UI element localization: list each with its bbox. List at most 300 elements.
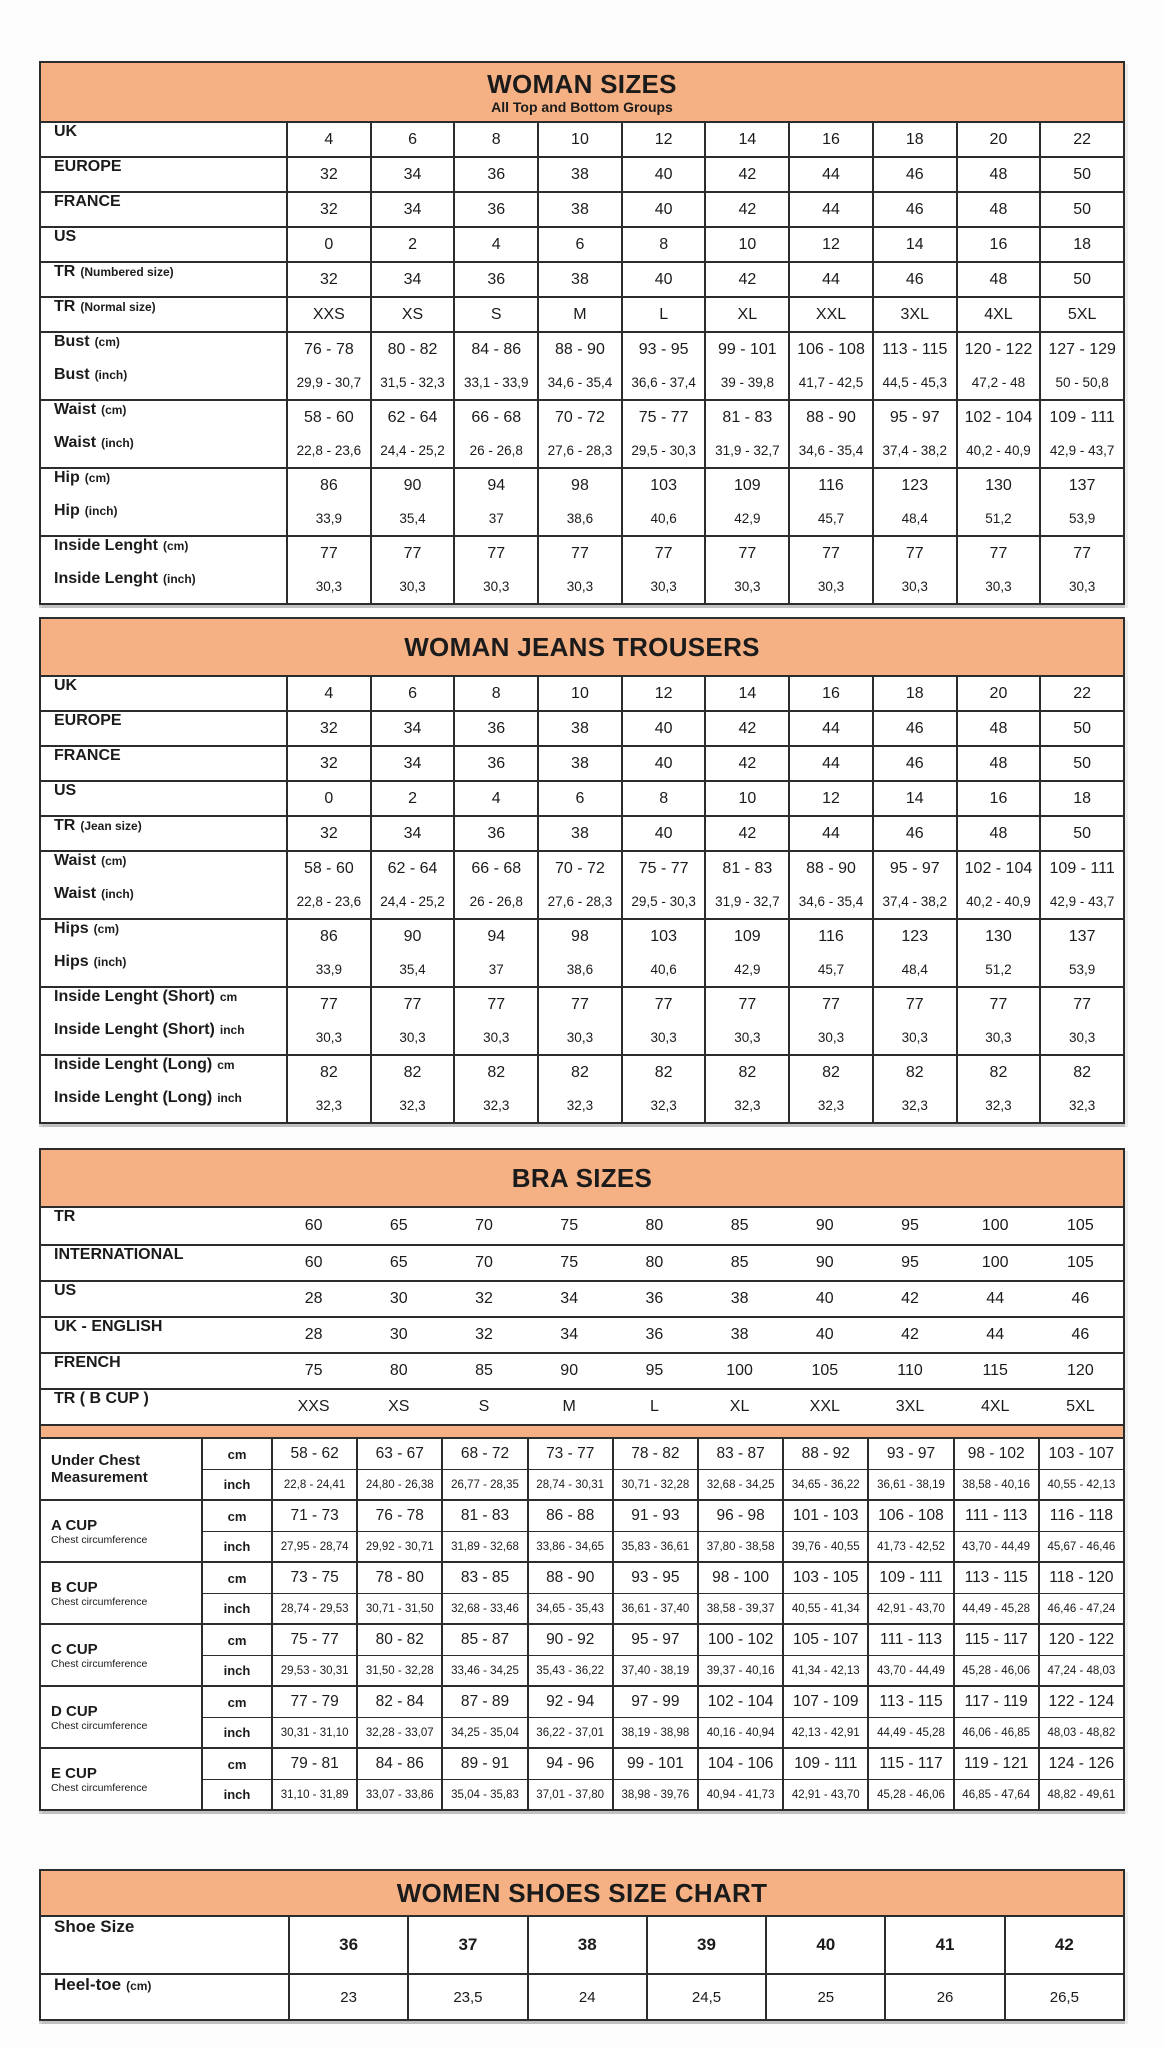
size-cell: 32,68 - 34,25 — [697, 1469, 782, 1499]
row-label — [41, 677, 286, 710]
size-cell: 77 — [370, 988, 454, 1021]
size-cell: 105 - 107 — [782, 1625, 867, 1655]
size-cell: 40,16 - 40,94 — [697, 1717, 782, 1747]
size-cell: 81 - 83 — [704, 401, 788, 434]
size-cell: 14 — [872, 228, 956, 261]
size-cell: 35,4 — [370, 953, 454, 986]
size-cell: 32 — [286, 193, 370, 226]
row-label-note: (cm) — [126, 1979, 152, 1993]
size-cell: 103 — [621, 920, 705, 953]
size-cell: 12 — [788, 228, 872, 261]
size-cell: 92 - 94 — [527, 1687, 612, 1717]
size-cell: 82 — [1039, 1056, 1123, 1089]
row-label — [41, 1021, 286, 1054]
table-row — [41, 333, 1123, 366]
bra-sizes-table — [39, 1148, 1125, 1811]
size-cell: 32 — [286, 712, 370, 745]
size-cell: 42 — [704, 712, 788, 745]
size-cell: 65 — [389, 1254, 408, 1271]
table-row — [41, 782, 1123, 815]
size-cell: 6 — [370, 677, 454, 710]
row-label-text: Bust — [54, 366, 90, 383]
size-cell: 38,98 - 39,76 — [612, 1779, 697, 1809]
row-label-note: (cm) — [163, 539, 189, 553]
cup-row-group — [41, 1499, 1123, 1561]
table-row — [41, 401, 1123, 434]
size-cell: 80 - 82 — [370, 333, 454, 366]
size-cell: 32,3 — [956, 1089, 1040, 1122]
row-group — [41, 815, 1123, 850]
size-cell: 40 — [621, 747, 705, 780]
size-cell: 24,80 - 26,38 — [356, 1469, 441, 1499]
size-cell: 50 — [1039, 263, 1123, 296]
cup-row-group — [41, 1685, 1123, 1747]
size-cell: 4XL — [956, 298, 1040, 331]
size-cell: 31,9 - 32,7 — [704, 434, 788, 467]
table-row — [41, 1056, 1123, 1089]
size-cell: 30,3 — [704, 570, 788, 603]
row-label — [41, 570, 286, 603]
size-cell: 30,3 — [286, 1021, 370, 1054]
table-row — [41, 885, 1123, 918]
size-cell: 37,80 - 38,58 — [697, 1531, 782, 1561]
size-cell: 30,3 — [621, 570, 705, 603]
size-cell: 30,3 — [537, 1021, 621, 1054]
row-group — [41, 1054, 1123, 1122]
size-cell: 77 — [788, 988, 872, 1021]
size-cell: 47,24 - 48,03 — [1038, 1655, 1123, 1685]
size-cell: 48,82 - 49,61 — [1038, 1779, 1123, 1809]
row-label-text: EUROPE — [54, 712, 122, 729]
size-cell: 36 — [453, 158, 537, 191]
size-cell: 35,83 - 36,61 — [612, 1531, 697, 1561]
size-cell: 35,04 - 35,83 — [441, 1779, 526, 1809]
cup-row-group — [41, 1623, 1123, 1685]
size-cell: 120 — [1067, 1362, 1094, 1379]
size-cell: 46 — [872, 712, 956, 745]
size-cell: 96 - 98 — [697, 1501, 782, 1531]
size-cell: 110 — [897, 1362, 923, 1379]
size-cell: 37 — [453, 953, 537, 986]
size-cell: 28,74 - 29,53 — [271, 1593, 356, 1623]
size-cell: 44,49 - 45,28 — [867, 1717, 952, 1747]
size-cell: 95 — [901, 1254, 919, 1271]
size-cell: 109 — [704, 920, 788, 953]
unit-label-inch: inch — [201, 1655, 271, 1685]
row-label-note: inch — [219, 1023, 245, 1037]
size-cell: 58 - 62 — [271, 1439, 356, 1469]
size-cell: 113 - 115 — [867, 1687, 952, 1717]
size-cell: 115 — [982, 1362, 1008, 1379]
size-cell: 107 - 109 — [782, 1687, 867, 1717]
row-group — [41, 745, 1123, 780]
size-cell: 50 — [1039, 193, 1123, 226]
size-cell: 3XL — [872, 298, 956, 331]
row-group — [41, 780, 1123, 815]
size-cell: 36 — [453, 193, 537, 226]
row-label-text: Waist — [54, 434, 97, 451]
size-cell: 33,9 — [286, 502, 370, 535]
table-body — [41, 1917, 1123, 2019]
size-cell: 48,4 — [872, 502, 956, 535]
size-cell: 24,4 - 25,2 — [370, 434, 454, 467]
row-label — [41, 123, 286, 156]
size-cell: 100 - 102 — [697, 1625, 782, 1655]
size-cell: 34 — [370, 712, 454, 745]
size-cell: 14 — [704, 123, 788, 156]
size-cell: 38 — [537, 712, 621, 745]
size-cell: 46 — [1071, 1290, 1090, 1307]
size-cell: 31,9 - 32,7 — [704, 885, 788, 918]
size-cell: 32,3 — [453, 1089, 537, 1122]
row-label-text: Bust — [54, 333, 90, 350]
row-group — [41, 331, 1123, 399]
size-cell: 94 — [453, 469, 537, 502]
women-shoes-title-band — [41, 1871, 1123, 1917]
size-cell: 46 — [872, 747, 956, 780]
size-cell: 102 - 104 — [956, 852, 1040, 885]
size-cell: 36,61 - 37,40 — [612, 1593, 697, 1623]
cup-sublabel-text: Chest circumference — [51, 1719, 148, 1732]
size-cell: 42,9 — [704, 953, 788, 986]
size-cell: 38,6 — [537, 953, 621, 986]
size-cell: 77 — [621, 988, 705, 1021]
size-cell: 30,3 — [872, 570, 956, 603]
size-cell: 32,3 — [621, 1089, 705, 1122]
size-cell: 90 — [370, 469, 454, 502]
size-cell: 30,3 — [872, 1021, 956, 1054]
row-label — [41, 885, 286, 918]
size-cell: 36 — [288, 1917, 407, 1973]
size-cell: 39 - 39,8 — [704, 366, 788, 399]
size-cell: 30,3 — [788, 570, 872, 603]
size-cell: 36 — [453, 747, 537, 780]
size-cell: 26 — [884, 1975, 1003, 2019]
size-cell: 38,6 — [537, 502, 621, 535]
size-cell: 93 - 97 — [867, 1439, 952, 1469]
unit-label-cm: cm — [201, 1501, 271, 1531]
size-cell: XL — [704, 298, 788, 331]
size-cell: 82 - 84 — [356, 1687, 441, 1717]
size-cell: 30 — [389, 1326, 408, 1343]
size-cell: 18 — [872, 123, 956, 156]
size-cell: 42,9 — [704, 502, 788, 535]
size-cell: 102 - 104 — [956, 401, 1040, 434]
cup-label-text: D CUP — [51, 1702, 98, 1720]
row-label — [41, 263, 286, 296]
size-cell: 77 — [872, 537, 956, 570]
size-cell: 38 — [527, 1917, 646, 1973]
size-cell: 87 - 89 — [441, 1687, 526, 1717]
size-cell: 66 - 68 — [453, 852, 537, 885]
size-cell: 109 - 111 — [867, 1563, 952, 1593]
size-cell: 31,89 - 32,68 — [441, 1531, 526, 1561]
row-label — [41, 1749, 201, 1809]
size-cell: 6 — [537, 782, 621, 815]
row-label-text: FRANCE — [54, 747, 121, 764]
size-cell: 16 — [788, 677, 872, 710]
size-cell: 44 — [986, 1326, 1005, 1343]
size-cell: 33,07 - 33,86 — [356, 1779, 441, 1809]
size-cell: 29,5 - 30,3 — [621, 434, 705, 467]
row-label — [41, 1563, 201, 1623]
size-cell: 44 — [788, 817, 872, 850]
size-cell: 31,5 - 32,3 — [370, 366, 454, 399]
size-cell: 38 — [730, 1326, 749, 1343]
size-cell: 116 — [788, 920, 872, 953]
size-cell: 20 — [956, 123, 1040, 156]
size-cell: 30 — [389, 1290, 408, 1307]
size-cell: 22 — [1039, 123, 1123, 156]
size-cell: 48 — [956, 817, 1040, 850]
size-cell: 41 — [884, 1917, 1003, 1973]
unit-label-inch: inch — [201, 1717, 271, 1747]
cup-label-text: C CUP — [51, 1640, 98, 1658]
size-cell: 35,4 — [370, 502, 454, 535]
size-cell: 32,3 — [1039, 1089, 1123, 1122]
row-group — [41, 467, 1123, 535]
row-label — [41, 193, 286, 226]
row-label — [41, 1089, 286, 1122]
size-cell: 18 — [872, 677, 956, 710]
size-cell: 106 - 108 — [788, 333, 872, 366]
size-cell: 34 — [370, 747, 454, 780]
women-shoes-table — [39, 1869, 1125, 2021]
size-cell: 90 - 92 — [527, 1625, 612, 1655]
size-cell: 33,9 — [286, 953, 370, 986]
size-cell: 2 — [370, 782, 454, 815]
row-label-text: Inside Lenght (Short) — [54, 988, 215, 1005]
size-cell: 82 — [537, 1056, 621, 1089]
size-cell: 34 — [370, 263, 454, 296]
size-cell: 73 - 75 — [271, 1563, 356, 1593]
table-title: BRA SIZES — [511, 1163, 653, 1193]
size-cell: 94 - 96 — [527, 1749, 612, 1779]
size-cell: 78 - 80 — [356, 1563, 441, 1593]
size-cell: 88 - 90 — [788, 852, 872, 885]
table-row — [41, 298, 1123, 331]
row-label — [41, 537, 286, 570]
size-cell: 77 — [286, 537, 370, 570]
size-cell: 4 — [286, 677, 370, 710]
row-label — [41, 712, 286, 745]
size-cell: 70 - 72 — [537, 852, 621, 885]
size-cell: 37,40 - 38,19 — [612, 1655, 697, 1685]
size-cell: 40,94 - 41,73 — [697, 1779, 782, 1809]
size-cell: 62 - 64 — [370, 401, 454, 434]
size-cell: 68 - 72 — [441, 1439, 526, 1469]
size-cell: 81 - 83 — [441, 1501, 526, 1531]
size-cell: 90 — [560, 1362, 579, 1379]
size-cell: 26,5 — [1004, 1975, 1123, 2019]
size-cell: 45,67 - 46,46 — [1038, 1531, 1123, 1561]
size-cell: 42,91 - 43,70 — [867, 1593, 952, 1623]
size-cell: 4 — [453, 782, 537, 815]
table-row — [41, 1244, 1123, 1280]
size-cell: 75 - 77 — [621, 852, 705, 885]
cup-sublabel-text: Chest circumference — [51, 1781, 148, 1794]
size-cell: 80 — [645, 1217, 664, 1234]
row-group — [41, 710, 1123, 745]
size-cell: 90 — [815, 1217, 834, 1234]
size-cell: 6 — [370, 123, 454, 156]
cup-label-text: A CUP — [51, 1516, 98, 1534]
size-cell: 82 — [956, 1056, 1040, 1089]
table-row — [41, 366, 1123, 399]
size-cell: 58 - 60 — [286, 401, 370, 434]
size-cell: 76 - 78 — [356, 1501, 441, 1531]
row-label — [41, 333, 286, 366]
size-cell: 38 — [537, 263, 621, 296]
row-label-text: Hips — [54, 953, 89, 970]
size-cell: 42 — [901, 1290, 919, 1307]
size-cell: 26 - 26,8 — [453, 434, 537, 467]
size-cell: 40 — [621, 158, 705, 191]
table-row — [41, 988, 1123, 1021]
table-row — [41, 263, 1123, 296]
size-cell: 37,4 - 38,2 — [872, 885, 956, 918]
row-label — [41, 401, 286, 434]
size-cell: 30,3 — [370, 1021, 454, 1054]
size-cell: 38 — [537, 817, 621, 850]
size-cell: 32 — [286, 817, 370, 850]
size-cell: 116 — [788, 469, 872, 502]
size-cell: 109 - 111 — [1039, 401, 1123, 434]
size-cell: 78 - 82 — [612, 1439, 697, 1469]
size-cell: 71 - 73 — [271, 1501, 356, 1531]
size-cell: 88 - 90 — [527, 1563, 612, 1593]
size-cell: 30,71 - 32,28 — [612, 1469, 697, 1499]
row-group — [41, 918, 1123, 986]
size-cell: 16 — [956, 782, 1040, 815]
size-cell: 40,2 - 40,9 — [956, 434, 1040, 467]
size-cell: 36 — [453, 817, 537, 850]
size-cell: 25 — [765, 1975, 884, 2019]
size-cell: 37 — [453, 502, 537, 535]
size-cell: 10 — [704, 228, 788, 261]
size-cell: 33,46 - 34,25 — [441, 1655, 526, 1685]
size-cell: 116 - 118 — [1038, 1501, 1123, 1531]
size-cell: 77 - 79 — [271, 1687, 356, 1717]
size-cell: 109 - 111 — [1039, 852, 1123, 885]
size-cell: 36 — [645, 1326, 664, 1343]
size-cell: 42 — [704, 193, 788, 226]
size-cell: 48 — [956, 712, 1040, 745]
row-group — [41, 850, 1123, 918]
size-cell: 32 — [475, 1290, 493, 1307]
separator-band — [41, 1424, 1123, 1437]
size-cell: 94 — [453, 920, 537, 953]
table-row — [41, 228, 1123, 261]
size-cell: 38 — [537, 747, 621, 780]
cup-row-group — [41, 1437, 1123, 1499]
row-label-note: inch — [217, 1091, 242, 1105]
size-cell: 40 — [621, 712, 705, 745]
size-cell: 103 - 107 — [1038, 1439, 1123, 1469]
size-cell: 83 - 87 — [697, 1439, 782, 1469]
size-cell: 26,77 - 28,35 — [441, 1469, 526, 1499]
size-cell: 103 - 105 — [782, 1563, 867, 1593]
size-cell: 6 — [537, 228, 621, 261]
size-cell: 120 - 122 — [1038, 1625, 1123, 1655]
size-cell: 22,8 - 23,6 — [286, 434, 370, 467]
size-cell: 32,3 — [286, 1089, 370, 1122]
row-label-text: UK — [54, 123, 78, 140]
size-cell: 4 — [453, 228, 537, 261]
size-cell: 33,1 - 33,9 — [453, 366, 537, 399]
size-cell: 93 - 95 — [621, 333, 705, 366]
unit-label-inch: inch — [201, 1593, 271, 1623]
size-cell: M — [562, 1398, 576, 1415]
size-cell: L — [649, 1398, 659, 1415]
size-cell: XS — [370, 298, 454, 331]
size-cell: 115 - 117 — [867, 1749, 952, 1779]
size-cell: 85 — [730, 1254, 749, 1271]
size-cell: 16 — [956, 228, 1040, 261]
size-cell: 3XL — [895, 1398, 925, 1415]
size-cell: 103 — [621, 469, 705, 502]
table-row — [41, 953, 1123, 986]
size-cell: 77 — [956, 988, 1040, 1021]
row-label — [41, 1687, 201, 1747]
size-cell: 48 — [956, 747, 1040, 780]
table-row — [41, 434, 1123, 467]
row-label-text: Inside Lenght — [54, 570, 158, 587]
table-row — [41, 712, 1123, 745]
size-cell: 30,3 — [956, 570, 1040, 603]
size-cell: 86 - 88 — [527, 1501, 612, 1531]
row-label-text: EUROPE — [54, 158, 122, 175]
size-cell: 113 - 115 — [872, 333, 956, 366]
size-cell: 75 - 77 — [271, 1625, 356, 1655]
size-cell: 32,3 — [370, 1089, 454, 1122]
row-label — [41, 1056, 286, 1089]
size-cell: 22,8 - 24,41 — [271, 1469, 356, 1499]
size-cell: 95 - 97 — [872, 852, 956, 885]
row-label-note: cm — [217, 1058, 235, 1072]
size-cell: 34,65 - 35,43 — [527, 1593, 612, 1623]
row-label: UK - ENGLISH — [54, 1318, 163, 1335]
size-cell: 30,3 — [370, 570, 454, 603]
size-cell: 46 — [872, 263, 956, 296]
size-cell: 44 — [986, 1290, 1005, 1307]
size-cell: 40,55 - 41,34 — [782, 1593, 867, 1623]
row-label-text: UK — [54, 677, 78, 694]
size-cell: 111 - 113 — [953, 1501, 1038, 1531]
row-label-note: (inch) — [84, 504, 118, 518]
size-cell: 75 — [560, 1254, 579, 1271]
size-cell: 88 - 92 — [782, 1439, 867, 1469]
size-cell: 46,46 - 47,24 — [1038, 1593, 1123, 1623]
size-cell: XXL — [809, 1398, 840, 1415]
size-cell: 46,06 - 46,85 — [953, 1717, 1038, 1747]
row-label-note: (inch) — [101, 887, 134, 901]
size-cell: 38 — [537, 193, 621, 226]
table-row — [41, 158, 1123, 191]
size-cell: 32,3 — [872, 1089, 956, 1122]
table-row — [41, 1280, 1123, 1316]
row-label — [41, 852, 286, 885]
row-label-note: (Normal size) — [80, 300, 156, 314]
unit-label-cm: cm — [201, 1749, 271, 1779]
row-group — [41, 156, 1123, 191]
row-label-note: cm — [219, 990, 238, 1004]
size-cell: 42 — [704, 263, 788, 296]
size-cell: 50 — [1039, 747, 1123, 780]
size-cell: 42,9 - 43,7 — [1039, 434, 1123, 467]
size-cell: 100 — [726, 1362, 753, 1379]
size-cell: 79 - 81 — [271, 1749, 356, 1779]
